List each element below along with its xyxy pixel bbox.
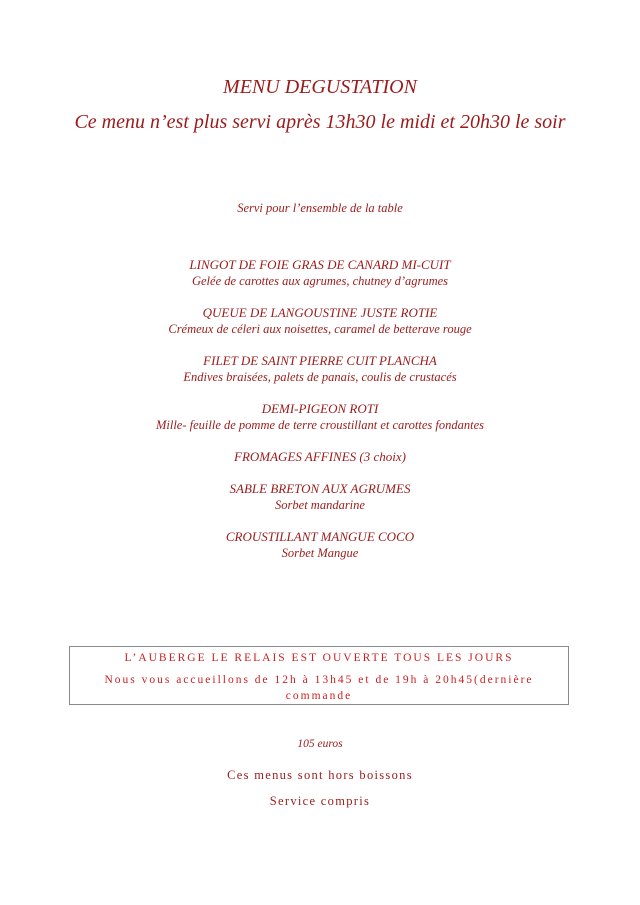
course-item <box>0 528 640 561</box>
course-description: Crémeux de céleri aux noisettes, caramel de betterave rouge <box>168 322 472 336</box>
menu-subtitle: Ce menu n’est plus servi après 13h30 le midi et 20h30 le soir <box>74 111 566 133</box>
course-name: SABLE BRETON AUX AGRUMES <box>229 481 411 496</box>
course-list <box>0 256 640 576</box>
course-description: Mille- feuille de pomme de terre croustillant et carottes fondantes <box>155 418 485 432</box>
opening-hours-box <box>69 646 569 705</box>
service-note: Service compris <box>269 794 371 808</box>
serving-note: Servi pour l’ensemble de la table <box>237 201 403 215</box>
drinks-note: Ces menus sont hors boissons <box>227 768 413 782</box>
course-item <box>0 400 640 433</box>
menu-title: MENU DEGUSTATION <box>223 76 417 98</box>
opening-hours-text: Nous vous accueillons de 12h à 13h45 et de 19h à 20h45(dernière commande <box>104 674 534 702</box>
open-every-day-text: L’AUBERGE LE RELAIS EST OUVERTE TOUS LES JOURS <box>124 652 514 664</box>
course-description: Sorbet mandarine <box>275 498 365 512</box>
course-item <box>0 480 640 513</box>
course-description: Endives braisées, palets de panais, coulis de crustacés <box>183 370 457 384</box>
course-name: LINGOT DE FOIE GRAS DE CANARD MI-CUIT <box>189 257 451 272</box>
course-item <box>0 256 640 289</box>
course-name: FROMAGES AFFINES (3 choix) <box>234 449 406 464</box>
course-description: Gelée de carottes aux agrumes, chutney d’agrumes <box>191 274 449 288</box>
course-name: FILET DE SAINT PIERRE CUIT PLANCHA <box>203 353 437 368</box>
menu-price: 105 euros <box>297 738 343 750</box>
course-description: Sorbet Mangue <box>281 546 359 560</box>
course-item <box>0 448 640 465</box>
course-item <box>0 352 640 385</box>
course-name: DEMI-PIGEON ROTI <box>261 401 379 416</box>
course-name: CROUSTILLANT MANGUE COCO <box>225 529 415 544</box>
course-name: QUEUE DE LANGOUSTINE JUSTE ROTIE <box>202 305 438 320</box>
course-item <box>0 304 640 337</box>
